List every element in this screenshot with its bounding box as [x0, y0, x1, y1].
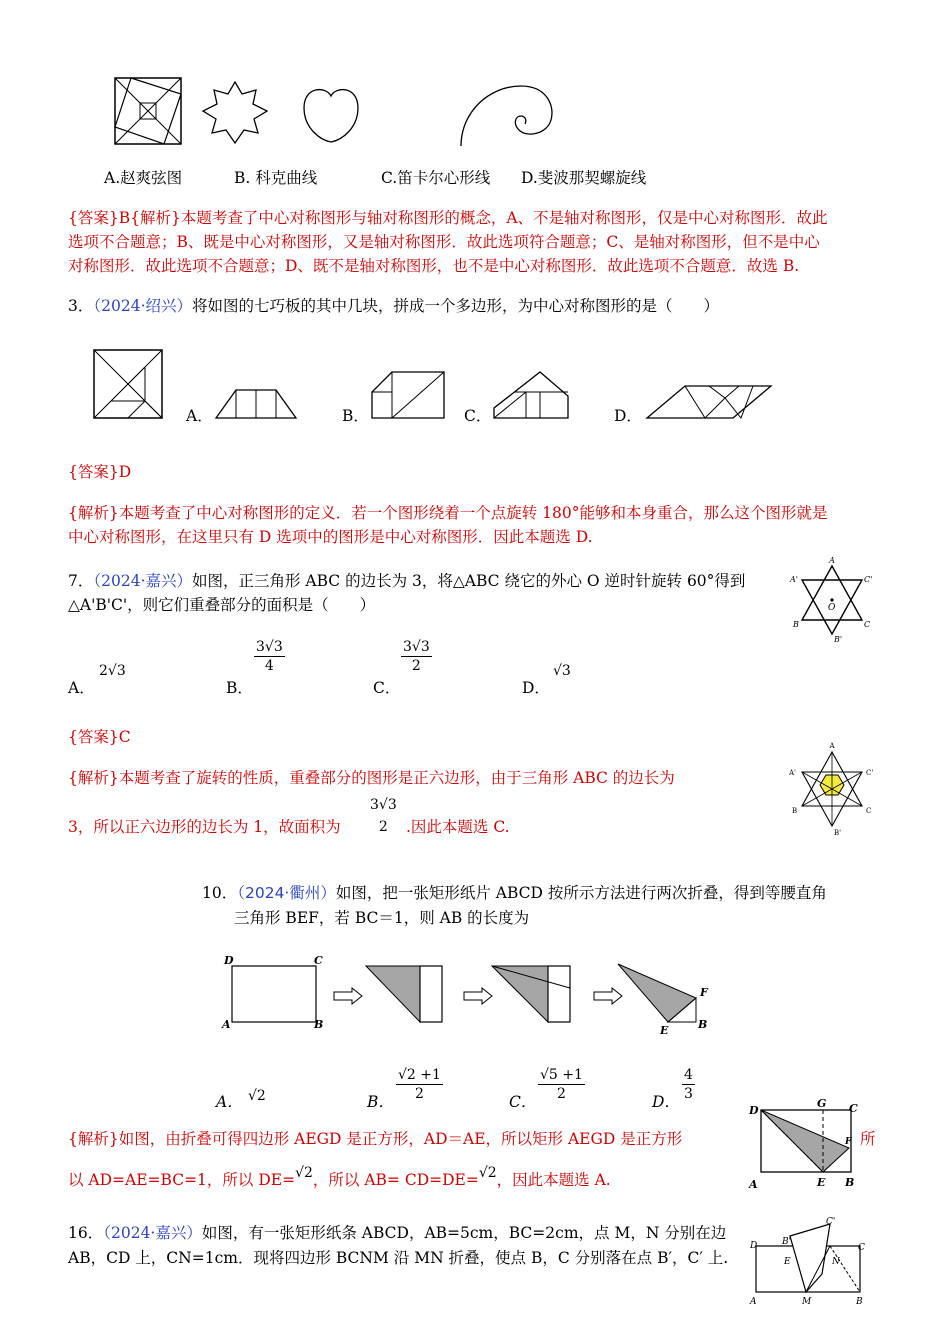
zhaoshuang-figure	[114, 77, 184, 145]
denominator: 3	[684, 1086, 693, 1102]
vertex-label: C	[866, 807, 872, 815]
option-c-figure	[492, 370, 570, 420]
denominator: 2	[411, 658, 421, 674]
vertex-label: C'	[826, 1217, 836, 1227]
vertex-label: A	[222, 1018, 231, 1031]
denominator: 2	[557, 1086, 566, 1102]
analysis-text: 所	[860, 1130, 876, 1148]
vertex-label: M	[802, 1297, 812, 1307]
cardioid-figure	[300, 84, 362, 144]
fibonacci-spiral-figure	[455, 82, 559, 148]
vertex-label: A	[749, 1178, 758, 1191]
vertex-label: F	[700, 986, 708, 999]
option-b-figure	[370, 370, 446, 420]
numerator: √5 +1	[540, 1067, 583, 1083]
question-number: 16．	[68, 1224, 104, 1242]
strip-fold-figure	[746, 1216, 870, 1310]
option-label: C．	[509, 1093, 537, 1111]
option-d-value: √3	[553, 663, 571, 679]
vertex-label: C	[314, 954, 323, 967]
vertex-label: C	[849, 1102, 858, 1115]
option-a-figure	[214, 388, 298, 420]
option-label: C．	[464, 407, 492, 425]
vertex-label: D	[750, 1241, 758, 1251]
question-source: （2024·衢州）	[237, 884, 336, 902]
numerator: 4	[684, 1067, 693, 1083]
vertex-label: B	[698, 1018, 708, 1031]
option-label: B．	[342, 407, 369, 425]
vertex-label: B	[793, 620, 799, 629]
analysis-fraction	[368, 796, 399, 836]
vertex-label: B	[792, 807, 798, 815]
analysis-line: {答案}B{解析}本题考查了中心对称图形与轴对称图形的概念，A、不是轴对称图形，仅是中心对称图形．故此	[68, 209, 828, 227]
sqrt-value: √2	[295, 1165, 313, 1181]
vertex-label: A'	[789, 769, 796, 777]
analysis-text: ，所以 AB= CD=DE=	[312, 1171, 479, 1189]
option-c: C.笛卡尔心形线	[381, 169, 491, 187]
question-source: （2024·绍兴）	[93, 297, 192, 315]
denominator: 4	[264, 658, 274, 674]
analysis-line: {解析}如图，由折叠可得四边形 AEGD 是正方形，AD＝AE，所以矩形 AEGD 是正方形	[68, 1130, 683, 1148]
analysis-line: {解析}本题考查了中心对称图形的定义．若一个图形绕着一个点旋转 180°能够和本身重合，那么这个图形就是	[68, 504, 828, 522]
option-label: D．	[522, 679, 550, 697]
vertex-label: A	[829, 556, 835, 565]
option-d-figure	[645, 384, 773, 420]
question-number: 3．	[68, 297, 94, 315]
option-d-fraction	[682, 1066, 695, 1103]
question-text: 将如图的七巧板的其中几块，拼成一个多边形，为中心对称图形的是（ ）	[192, 297, 720, 315]
question-text: AB，CD 上，CN=1cm．现将四边形 BCNM 沿 MN 折叠，使点 B，C 分别落在点 B′，C′ 上.	[68, 1249, 729, 1267]
vertex-label: A'	[790, 575, 798, 584]
folding-steps-figure	[220, 952, 720, 1038]
answer: {答案}D	[68, 463, 132, 481]
option-label: D．	[652, 1093, 680, 1111]
analysis-text: 3，所以正六边形的边长为 1，故面积为	[68, 818, 341, 836]
vertex-label: A	[750, 1297, 757, 1307]
square-fold-figure	[745, 1096, 863, 1192]
numerator: 3√3	[256, 639, 283, 655]
hexagon-overlap-figure	[788, 740, 876, 836]
question-16-stem	[68, 1221, 726, 1245]
vertex-label: E	[784, 1257, 791, 1267]
option-label: B．	[367, 1093, 394, 1111]
question-source: （2024·嘉兴）	[103, 1224, 202, 1242]
option-d: D.斐波那契螺旋线	[521, 169, 647, 187]
option-a: A.赵爽弦图	[104, 169, 183, 187]
analysis-line	[68, 815, 341, 839]
option-b: B. 科克曲线	[234, 169, 318, 187]
vertex-label: C	[858, 1243, 865, 1253]
analysis-line: {解析}本题考查了旋转的性质，重叠部分的图形是正六边形，由于三角形 ABC 的边长为	[68, 769, 675, 787]
analysis-text: .因此本题选 C.	[406, 818, 510, 836]
center-label: O	[828, 603, 836, 613]
vertex-label: B	[314, 1018, 324, 1031]
question-7-stem	[68, 569, 745, 593]
vertex-label: B'	[782, 1237, 792, 1247]
option-label: A．	[186, 407, 213, 425]
vertex-label: G	[817, 1097, 827, 1110]
question-number: 7．	[68, 572, 94, 590]
option-c-fraction	[401, 638, 432, 675]
denominator: 2	[378, 819, 388, 835]
vertex-label: B'	[834, 829, 842, 837]
option-b-fraction	[396, 1066, 443, 1103]
answer: {答案}C	[68, 728, 131, 746]
numerator: 3√3	[403, 639, 430, 655]
question-number: 10．	[202, 884, 238, 902]
option-b-fraction	[254, 638, 285, 675]
analysis-text: 以 AD=AE=BC=1，所以 DE=	[68, 1171, 296, 1189]
option-a-value: 2√3	[99, 663, 126, 679]
analysis-line	[68, 1165, 611, 1193]
vertex-label: B	[856, 1297, 863, 1307]
vertex-label: C'	[864, 575, 873, 584]
hexagram-figure	[790, 558, 876, 642]
vertex-label: D	[749, 1104, 759, 1117]
option-label: C．	[373, 679, 401, 697]
tangram-figure	[93, 349, 163, 419]
option-a-value: √2	[248, 1088, 266, 1104]
vertex-label: B'	[834, 635, 843, 644]
vertex-label: E	[660, 1024, 669, 1037]
vertex-label: A	[829, 742, 835, 750]
analysis-line: 选项不合题意；B、既是中心对称图形，又是轴对称图形．故此选项符合题意；C、是轴对称图形，但不是中心	[68, 233, 820, 251]
option-label: D．	[614, 407, 642, 425]
analysis-text: ，因此本题选 A.	[496, 1171, 611, 1189]
question-text: △A'B'C'，则它们重叠部分的面积是（ ）	[68, 596, 376, 614]
vertex-label: C'	[866, 769, 874, 777]
question-10-stem	[202, 881, 827, 905]
option-label: A．	[68, 679, 95, 697]
question-source: （2024·嘉兴）	[93, 572, 192, 590]
question-text: 如图，有一张矩形纸条 ABCD，AB=5cm，BC=2cm，点 M，N 分别在边	[201, 1224, 727, 1242]
analysis-line: 中心对称图形，在这里只有 D 选项中的图形是中心对称图形．因此本题选 D.	[68, 528, 593, 546]
option-label: B．	[226, 679, 253, 697]
numerator: √2 +1	[398, 1067, 441, 1083]
option-label: A．	[216, 1093, 243, 1111]
vertex-label: D	[224, 954, 234, 967]
question-text: 三角形 BEF，若 BC＝1，则 AB 的长度为	[234, 909, 530, 927]
vertex-label: E	[817, 1176, 826, 1189]
vertex-label: N	[832, 1257, 840, 1267]
vertex-label: F	[845, 1137, 852, 1147]
question-3-stem	[68, 294, 719, 318]
denominator: 2	[415, 1086, 424, 1102]
analysis-line: 对称图形．故此选项不合题意；D、既不是轴对称图形，也不是中心对称图形．故此选项不合题意．故选 B.	[68, 257, 800, 275]
sqrt-value: √2	[478, 1165, 497, 1181]
question-text: 如图，把一张矩形纸片 ABCD 按所示方法进行两次折叠，得到等腰直角	[335, 884, 827, 902]
koch-curve-figure	[198, 80, 272, 146]
vertex-label: C	[864, 620, 871, 629]
vertex-label: B	[845, 1176, 855, 1189]
numerator: 3√3	[370, 797, 397, 813]
option-c-fraction	[538, 1066, 585, 1103]
question-text: 如图，正三角形 ABC 的边长为 3，将△ABC 绕它的外心 O 逆时针旋转 60°得到	[192, 572, 746, 590]
